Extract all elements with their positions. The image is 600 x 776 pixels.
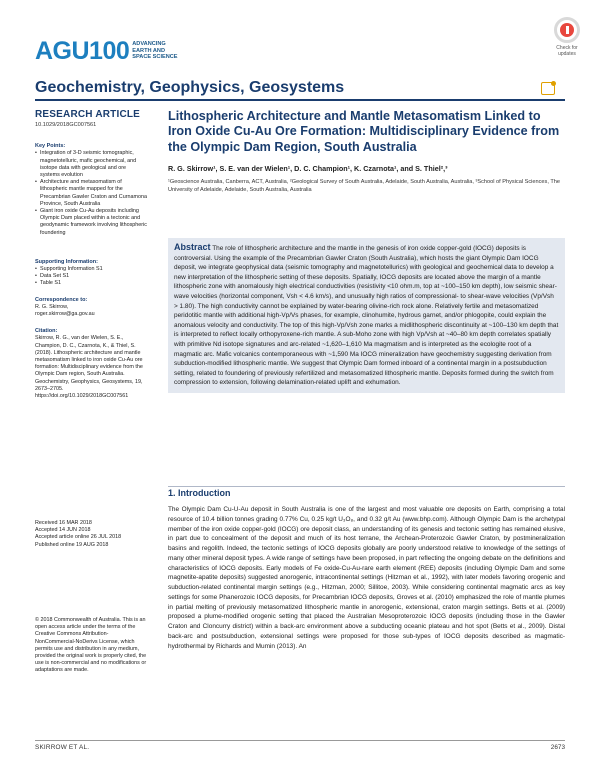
date-received: Received 16 MAR 2018: [35, 520, 92, 526]
list-item: • Giant iron oxide Cu-Au deposits including Olympic Dam placed within a tectonic and geodynamic framework involving lithospheric foundering: [35, 208, 147, 237]
footer-divider: [35, 740, 565, 741]
date-accepted: Accepted 14 JUN 2018: [35, 527, 91, 534]
journal-title: Geochemistry, Geophysics, Geosystems: [35, 79, 345, 96]
open-access-icon: [541, 82, 555, 95]
logo-tagline: ADVANCING EARTH AND SPACE SCIENCE: [132, 41, 178, 61]
article-title: Lithospheric Architecture and Mantle Metasomatism Linked to Iron Oxide Cu-Au Ore Formation: Multidisciplinary Evidence from the Olympic Dam Region, South Australia: [168, 109, 560, 154]
list-item: • Architecture and metasomatism of lithospheric mantle mapped for the Precambrian Gawler Craton and Curnamona Province, South Australia: [35, 179, 147, 208]
key-points-list: [35, 150, 147, 236]
page-number: 2673: [550, 744, 565, 751]
abstract-box: [168, 238, 565, 393]
sidebar: [35, 109, 147, 400]
article-header: [168, 109, 565, 194]
date-published: Published online 19 AUG 2018: [35, 541, 109, 548]
correspondence-email[interactable]: roger.skirrow@ga.gov.au: [35, 311, 95, 318]
list-item[interactable]: • Table S1: [35, 280, 147, 287]
check-updates-icon: [554, 17, 580, 43]
list-item: • Integration of 3-D seismic tomographic, magnetotelluric, mafic geochemical, and isotope data with geological and ore systems evolution: [35, 150, 147, 179]
citation-heading: Citation:: [35, 328, 58, 335]
check-for-updates-button[interactable]: [549, 17, 585, 61]
check-updates-label: Check for updates: [556, 45, 578, 57]
correspondence-name: R. G. Skirrow,: [35, 303, 69, 310]
intro-heading: 1. Introduction: [168, 488, 231, 498]
header-divider: [35, 99, 565, 101]
abstract-label: Abstract: [174, 242, 211, 252]
correspondence-heading: Correspondence to:: [35, 296, 88, 303]
key-points-heading: Key Points:: [35, 143, 66, 150]
section-divider: [168, 486, 565, 487]
list-item[interactable]: • Supporting Information S1: [35, 266, 147, 273]
supporting-info-list: [35, 266, 147, 288]
intro-paragraph: The Olympic Dam Cu-U-Au deposit in South Australia is one of the largest and most valuable ore deposits on Earth, comprising a total resource of 10.4 billion tonnes grading 0.77% Cu, 0.25 kg/t U₃O₈, and 0.32 g/t Au (www.bhp.com). Although Olympic Dam is the archetypal member of the iron oxide copper-gold (IOCG) ore deposit class, an understanding of its genesis and tectonic setting has remained elusive, in part due to concealment of the deposit and much of its host terrane, the Archean-Proterozoic Gawler Craton, by postmineralization basins and regolith. Indeed, the tectonic settings of IOCG deposits globally are poorly understood relative to knowledge of the settings of many other mineral deposit types. A wide range of settings have been proposed, in part reflecting the ongoing debate on the definitions and characteristics of IOCG deposits. Early models of Fe oxide-Cu-Au-rare earth element (REE) deposits (including Olympic Dam and some magnetite-apatite deposits) suggested anorogenic, intracontinental settings (Hitzman et al., 1992), with later models favoring orogenic and subduction-related continental margin settings (e.g., Hitzman, 2000; Sillitoe, 2003). While considering continental magmatic arcs as key settings for some Phanerozoic IOCG deposits, for Precambrian IOCG deposits, Groves et al. (2010) emphasized the role of mantle plumes in partial melting of previously metasomatized lithospheric mantle in anorogenic, extensional, craton margin settings. Betts et al. (2009) proposed a plume-modified orogenic setting that placed the Australian Mesoproterozoic IOCG deposits (including those in the Gawler Craton and Cloncurry district) within a back-arc environment above a subducting oceanic plateau and hot spot (Betts et al., 2009). Distal back-arc and postsubduction, extensional settings were proposed for those sub-types of IOCG deposits described as magmatic-hydrothermal by Richards and Mumin (2013). An: [168, 506, 565, 650]
supporting-info-heading: Supporting Information:: [35, 258, 98, 265]
citation-text: Skirrow, R. G., van der Wielen, S. E., Champion, D. C., Czarnota, K., & Thiel, S. (2018). Lithospheric architecture and mantle metasomatism linked to iron oxide Cu-Au ore formation: Multidisciplinary evidence from the Olympic Dam region, South Australia. Geochemistry, Geophysics, Geosystems, 19, 2673–2705. https://doi.org/10.1029/2018GC007561: [35, 335, 143, 400]
copyright-notice: © 2018 Commonwealth of Australia. This is an open access article under the terms of the Creative Commons Attribution-NonCommercial-NoDerivs License, which permits use and distribution in any medium, provided the original work is properly cited, the use is non-commercial and no modifications or adaptations are made.: [35, 617, 147, 674]
logo-wordmark: AGU100: [35, 37, 130, 65]
abstract-text: The role of lithospheric architecture and the mantle in the genesis of iron oxide copper-gold (IOCG) deposits is controversial. Using the example of the Precambrian Gawler Craton (South Australia), which hosts the giant Olympic Dam IOCG deposit, we integrate geophysical data (seismic tomography and magnetotellurics) with geological and geochemical data to develop a new interpretation of the lithospheric setting of these deposits. Spatially, IOCG deposits are located above the margin of a mantle lithospheric zone with anomalously high electrical conductivities (resistivity <10 ohm.m, top at ~100–150 km depth), low seismic shear-wave velocities (horizontal component, Vsh < 4.6 km/s), and unusually high ratios of compressional- to shear-wave velocities (Vp/Vsh > 1.80). The high conductivity cannot be explained by water-bearing olivine-rich rock alone. Relatively fertile and metasomatized peridotitic mantle with additional high-Vp/Vs phases, for example, clinohumite, hydrous garnet, and/or phlogopite, could explain the anomalous velocity and conductivity. The top of this high-Vp/Vsh zone marks a midlithospheric discontinuity at ~100–130 km depth that is interpreted to reflect locally orthopyroxene-rich mantle. A sub-Moho zone with high Vp/Vsh at ~40–80 km depth correlates spatially with primitive Nd isotope signatures and arc-related ~1,620–1,610 Ma magmatism and is interpreted as the ecologite root of a magmatic arc. Mafic volcanics contemporaneous with ~1,590 Ma IOCG mineralization have geochemistry suggesting derivation from subduction-modified lithospheric mantle. We suggest that Olympic Dam formed inboard of a continental margin in a postsubduction setting, related to foundering of previously refertilized and metasomatized lithospheric mantle. Deposits formed during the switch from compression to extension, following delamination-related uplift and exhumation.: [174, 245, 559, 387]
doi-link[interactable]: 10.1029/2018GC007561: [35, 122, 97, 128]
agu-logo: [35, 38, 178, 64]
list-item[interactable]: • Data Set S1: [35, 273, 147, 280]
article-type: RESEARCH ARTICLE: [35, 109, 141, 120]
date-accepted-online: Accepted article online 26 JUL 2018: [35, 534, 122, 541]
publication-dates: [35, 520, 147, 549]
footer-running-head: SKIRROW ET AL.: [35, 744, 90, 751]
author-list: R. G. Skirrow¹, S. E. van der Wielen¹, D. C. Champion¹, K. Czarnota¹, and S. Thiel²,³: [168, 164, 448, 174]
affiliations: ¹Geoscience Australia, Canberra, ACT, Australia, ²Geological Survey of South Australia, Adelaide, South Australia, Australia, ³School of Physical Sciences, The University of Adelaide, Adelaide, South Australia, Australia: [168, 179, 560, 193]
